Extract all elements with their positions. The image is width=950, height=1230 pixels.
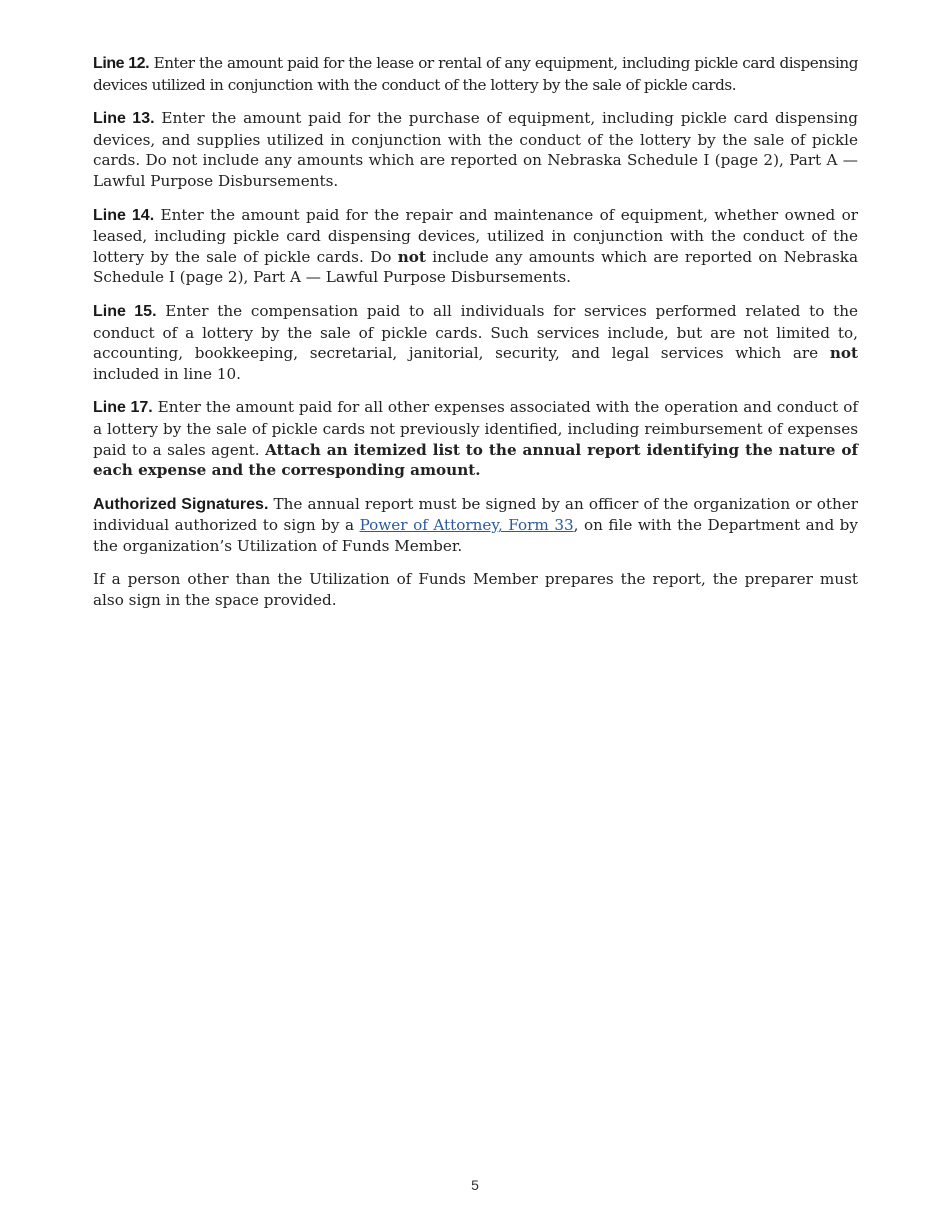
line-14-text-a: Enter the amount paid for the repair and maintenance of equipment, whether owned or leased, including pickle card dispensing devices, utilized in conjunction with the conduct of the lottery by the sale of pickle cards. Do [93,205,859,266]
line-15-paragraph [93,301,858,384]
authorized-signatures-text-a: The annual report must be signed by an officer of the organization or other individual authorized to sign by a [93,494,858,535]
line-12-label: Line 12. [93,55,150,72]
line-12-text: Enter the amount paid for the lease or rental of any equipment, including pickle card dispensing devices utilized in conjunction with the conduct of the lottery by the sale of pickle cards. [93,54,859,94]
line-15-text-a: Enter the compensation paid to all individuals for services performed related to the conduct of a lottery by the sale of pickle cards. Such services include, but are not limited to, accounting, bookkeeping, secretarial, janitorial, security, and legal services which are [93,301,859,363]
line-15-label: Line 15. [93,302,157,320]
line-12-paragraph [93,53,858,95]
power-of-attorney-link[interactable]: Power of Attorney, Form 33 [359,516,574,535]
line-13-text: Enter the amount paid for the purchase of equipment, including pickle card dispensing devices, and supplies utilized in conjunction with the conduct of the lottery by the sale of pickle cards. Do not include any amounts which are reported on Nebraska Schedule I (page 2), Part A — Lawful Purpose Disbursements. [93,109,859,190]
preparer-text: If a person other than the Utilization of Funds Member prepares the report, the preparer must also sign in the space provided. [93,570,858,610]
line-17-paragraph [93,397,858,480]
line-14-emphasis: not [397,247,426,266]
authorized-signatures-text-b: , on file with the Department and by the organization’s Utilization of Funds Member. [93,516,858,555]
line-15-emphasis: not [829,344,858,363]
line-17-instruction: Attach an itemized list to the annual report identifying the nature of each expense and the corresponding amount. [93,440,858,480]
line-14-text-b: include any amounts which are reported on Nebraska Schedule I (page 2), Part A — Lawful Purpose Disbursements. [93,247,858,287]
line-14-label: Line 14. [93,206,155,224]
page-number: 5 [471,1177,479,1193]
line-14-paragraph [93,205,858,288]
authorized-signatures-label: Authorized Signatures. [93,495,269,513]
line-17-label: Line 17. [93,399,153,417]
instructions-page [93,53,858,624]
authorized-signatures-paragraph [93,494,858,557]
line-15-text-b: included in line 10. [93,364,241,383]
line-17-text: Enter the amount paid for all other expenses associated with the operation and conduct of a lottery by the sale of pickle cards not previously identified, including reimbursement of expenses paid to a sales agent. [93,398,859,459]
line-13-paragraph [93,108,858,191]
preparer-paragraph [93,569,858,610]
line-13-label: Line 13. [93,110,155,128]
